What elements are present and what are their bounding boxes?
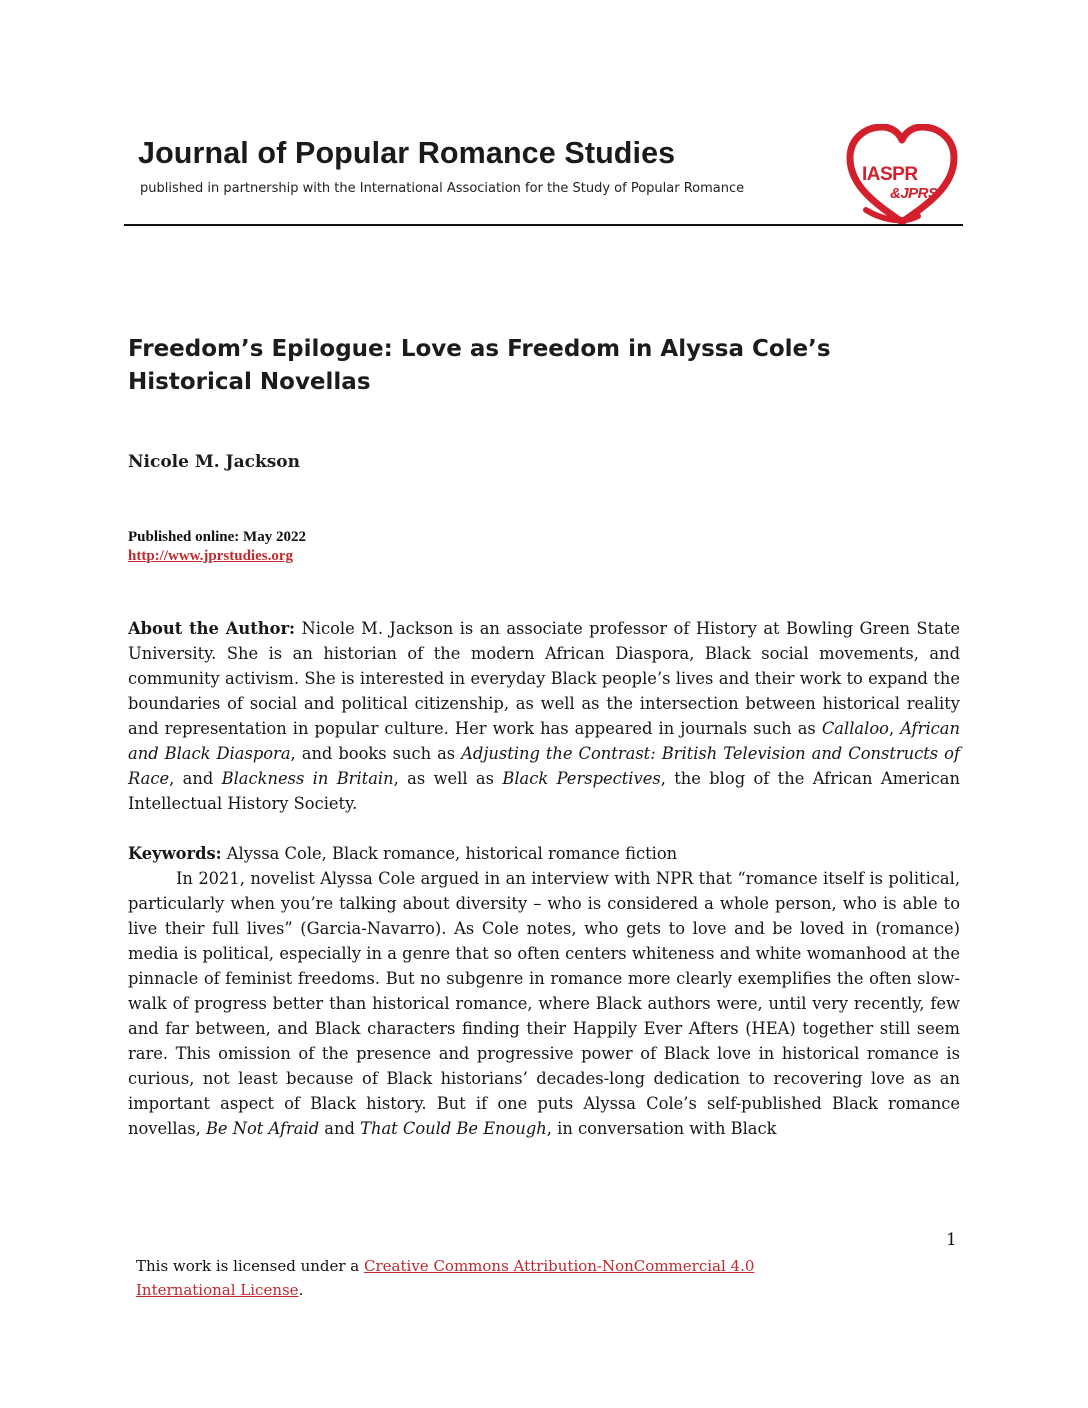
about-text: , and books such as — [290, 744, 462, 763]
paragraph-text: , in conversation with Black — [546, 1119, 777, 1138]
iaspr-logo — [846, 124, 958, 226]
logo-text-primary: IASPR — [862, 164, 918, 185]
about-label: About the Author: — [128, 619, 296, 638]
license-suffix: . — [298, 1281, 304, 1299]
book-title: Blackness in Britain — [221, 769, 394, 788]
paragraph-text: and — [319, 1119, 361, 1138]
author-name: Nicole M. Jackson — [128, 452, 300, 472]
keywords — [128, 841, 960, 866]
about-the-author — [128, 616, 960, 816]
about-text: , and — [169, 769, 222, 788]
journal-title: Journal of Popular Romance Studies — [138, 136, 676, 170]
about-text: Nicole M. Jackson is an associate professor of History at Bowling Green State University. She is an historian of the modern African Diaspora, Black social movements, and community activism. She is interested in everyday Black people’s lives and their work to expand the boundaries of social and political citizenship, as well as the intersection between historical reality and representation in popular culture. Her work has appeared in journals such as — [128, 619, 961, 738]
license-link[interactable]: Creative Commons Attribution-NonCommercial 4.0 International License — [136, 1257, 755, 1299]
keywords-label: Keywords: — [128, 844, 222, 863]
keywords-text: Alyssa Cole, Black romance, historical romance fiction — [221, 844, 678, 863]
body-paragraph — [128, 866, 960, 1141]
paragraph-text: In 2021, novelist Alyssa Cole argued in an interview with NPR that “romance itself is political, particularly when you’re talking about diversity – who is considered a whole person, who is able to live their full lives” (Garcia-Navarro). As Cole notes, who gets to love and be loved in (romance) media is political, especially in a genre that so often centers whiteness and white womanhood at the pinnacle of feminist freedoms. But no subgenre in romance more clearly exemplifies the often slow-walk of progress better than historical romance, where Black authors were, until very recently, few and far between, and Black characters finding their Happily Ever Afters (HEA) together still seem rare. This omission of the presence and progressive power of Black love in historical romance is curious, not least because of Black historians’ decades-long dedication to recovering love as an important aspect of Black history. But if one puts Alyssa Cole’s self-published Black romance novellas, — [128, 869, 960, 1138]
journal-name: African and Black Diaspora — [128, 719, 960, 763]
license-prefix: This work is licensed under a — [136, 1257, 365, 1275]
book-title: Adjusting the Contrast: British Television and Constructs of Race — [128, 744, 961, 788]
published-date: Published online: May 2022 — [128, 529, 306, 545]
article-title: Freedom’s Epilogue: Love as Freedom in Alyssa Cole’s Historical Novellas — [128, 336, 831, 395]
blog-title: Black Perspectives — [502, 769, 661, 788]
journal-name: Callaloo — [821, 719, 889, 738]
logo-text-secondary: &JPRS — [890, 185, 938, 202]
about-text: , as well as — [393, 769, 503, 788]
page-number: 1 — [946, 1230, 957, 1250]
license-notice — [136, 1254, 856, 1302]
header-divider — [124, 224, 963, 226]
journal-url-link[interactable]: http://www.jprstudies.org — [128, 548, 294, 564]
novella-title: That Could Be Enough — [360, 1119, 547, 1138]
about-text: , the blog of the African American Intellectual History Society. — [128, 769, 960, 813]
publication-info — [128, 528, 306, 566]
about-text: , — [888, 719, 901, 738]
journal-subtitle: published in partnership with the International Association for the Study of Popular Romance — [140, 181, 745, 196]
novella-title: Be Not Afraid — [205, 1119, 320, 1138]
